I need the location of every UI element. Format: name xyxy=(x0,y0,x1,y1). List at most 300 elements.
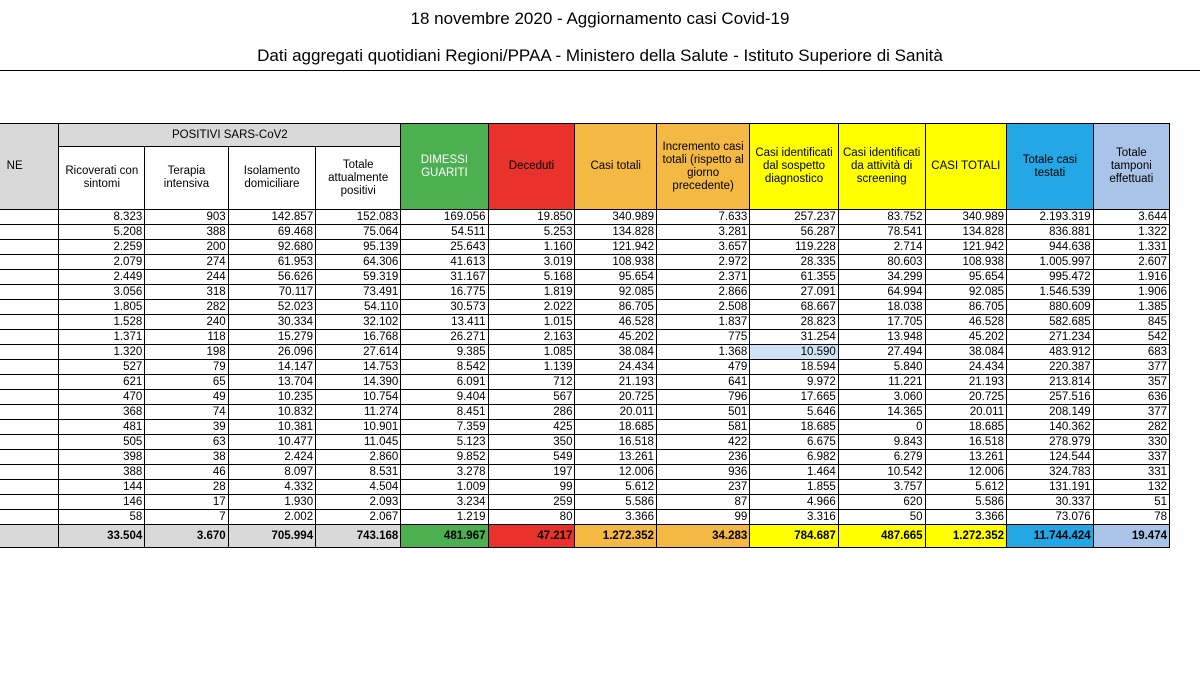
region-cell xyxy=(0,330,59,345)
footnote xyxy=(0,664,1200,675)
table-cell: 620 xyxy=(838,495,925,510)
terapia-header: Terapia intensiva xyxy=(145,147,228,210)
table-cell: 621 xyxy=(59,375,145,390)
table-cell: 80.603 xyxy=(838,255,925,270)
table-cell: 641 xyxy=(656,375,749,390)
table-row xyxy=(0,315,1170,330)
table-cell: 18.594 xyxy=(750,360,839,375)
table-cell: 8.097 xyxy=(228,465,315,480)
table-cell: 330 xyxy=(1093,435,1169,450)
table-row xyxy=(0,225,1170,240)
table-cell: 8.542 xyxy=(401,360,488,375)
page-subtitle: Dati aggregati quotidiani Regioni/PPAA - Ministero della Salute - Istituto Superiore di Sanità xyxy=(257,46,943,65)
table-cell: 73.491 xyxy=(316,285,401,300)
table-cell: 49 xyxy=(145,390,228,405)
table-cell: 3.056 xyxy=(59,285,145,300)
table-cell: 3.278 xyxy=(401,465,488,480)
table-cell: 8.323 xyxy=(59,210,145,225)
table-cell: 13.948 xyxy=(838,330,925,345)
table-cell: 32.102 xyxy=(316,315,401,330)
table-cell: 18.685 xyxy=(575,420,657,435)
table-cell: 14.390 xyxy=(316,375,401,390)
table-cell: 20.011 xyxy=(925,405,1007,420)
table-cell: 26.096 xyxy=(228,345,315,360)
table-cell: 1.916 xyxy=(1093,270,1169,285)
table-cell: 3.366 xyxy=(925,510,1007,525)
table-row xyxy=(0,450,1170,465)
table-cell: 18.685 xyxy=(925,420,1007,435)
table-cell: 73.076 xyxy=(1007,510,1094,525)
table-cell: 13.261 xyxy=(925,450,1007,465)
table-cell: 5.840 xyxy=(838,360,925,375)
table-cell: 28.823 xyxy=(750,315,839,330)
region-cell xyxy=(0,240,59,255)
table-cell: 324.783 xyxy=(1007,465,1094,480)
table-cell: 27.494 xyxy=(838,345,925,360)
table-cell: 1.219 xyxy=(401,510,488,525)
table-cell: 9.972 xyxy=(750,375,839,390)
table-cell: 9.843 xyxy=(838,435,925,450)
region-cell xyxy=(0,480,59,495)
total-row xyxy=(0,525,1170,548)
table-cell: 10.754 xyxy=(316,390,401,405)
table-cell: 59.319 xyxy=(316,270,401,285)
table-cell: 836.881 xyxy=(1007,225,1094,240)
table-row xyxy=(0,240,1170,255)
table-cell: 79 xyxy=(145,360,228,375)
table-cell: 282 xyxy=(145,300,228,315)
table-cell: 74 xyxy=(145,405,228,420)
table-cell: 15.279 xyxy=(228,330,315,345)
table-cell: 274 xyxy=(145,255,228,270)
table-cell: 2.079 xyxy=(59,255,145,270)
table-cell: 51 xyxy=(1093,495,1169,510)
table-cell: 6.279 xyxy=(838,450,925,465)
header-row-group xyxy=(0,124,1170,147)
table-cell: 3.366 xyxy=(575,510,657,525)
table-cell: 903 xyxy=(145,210,228,225)
table-cell: 24.434 xyxy=(575,360,657,375)
table-cell: 198 xyxy=(145,345,228,360)
total-cell: 705.994 xyxy=(228,525,315,548)
table-cell: 95.654 xyxy=(575,270,657,285)
table-cell: 21.193 xyxy=(925,375,1007,390)
table-row xyxy=(0,345,1170,360)
table-cell: 142.857 xyxy=(228,210,315,225)
table-cell: 1.139 xyxy=(488,360,575,375)
table-cell: 2.163 xyxy=(488,330,575,345)
table-cell: 11.274 xyxy=(316,405,401,420)
table-cell: 470 xyxy=(59,390,145,405)
table-cell: 1.528 xyxy=(59,315,145,330)
table-cell: 50 xyxy=(838,510,925,525)
table-cell: 20.725 xyxy=(575,390,657,405)
table-cell: 10.542 xyxy=(838,465,925,480)
table-cell: 1.805 xyxy=(59,300,145,315)
table-row xyxy=(0,510,1170,525)
table-cell: 45.202 xyxy=(925,330,1007,345)
table-cell: 1.009 xyxy=(401,480,488,495)
table-cell: 197 xyxy=(488,465,575,480)
table-cell: 83.752 xyxy=(838,210,925,225)
table-cell: 483.912 xyxy=(1007,345,1094,360)
table-cell: 108.938 xyxy=(575,255,657,270)
table-cell: 582.685 xyxy=(1007,315,1094,330)
isolamento-header: Isolamento domiciliare xyxy=(228,147,315,210)
table-cell: 146 xyxy=(59,495,145,510)
total-cell: 1.272.352 xyxy=(575,525,657,548)
table-cell: 54.110 xyxy=(316,300,401,315)
ricoverati-header: Ricoverati con sintomi xyxy=(59,147,145,210)
table-cell: 259 xyxy=(488,495,575,510)
table-cell: 9.404 xyxy=(401,390,488,405)
table-cell: 1.015 xyxy=(488,315,575,330)
table-cell: 41.613 xyxy=(401,255,488,270)
table-cell: 1.930 xyxy=(228,495,315,510)
table-cell: 340.989 xyxy=(575,210,657,225)
table-cell: 1.331 xyxy=(1093,240,1169,255)
table-cell: 5.253 xyxy=(488,225,575,240)
table-cell: 131.191 xyxy=(1007,480,1094,495)
table-cell: 61.953 xyxy=(228,255,315,270)
table-cell: 2.972 xyxy=(656,255,749,270)
table-cell: 1.085 xyxy=(488,345,575,360)
table-cell: 388 xyxy=(59,465,145,480)
table-cell: 14.147 xyxy=(228,360,315,375)
table-cell: 9.852 xyxy=(401,450,488,465)
table-cell: 3.060 xyxy=(838,390,925,405)
table-cell: 144 xyxy=(59,480,145,495)
table-cell: 87 xyxy=(656,495,749,510)
table-cell: 12.006 xyxy=(575,465,657,480)
table-cell: 65 xyxy=(145,375,228,390)
table-cell: 38 xyxy=(145,450,228,465)
deceduti-header: Deceduti xyxy=(488,124,575,210)
table-cell: 505 xyxy=(59,435,145,450)
table-cell: 350 xyxy=(488,435,575,450)
region-cell xyxy=(0,255,59,270)
table-cell: 13.261 xyxy=(575,450,657,465)
table-cell: 169.056 xyxy=(401,210,488,225)
table-cell: 18.685 xyxy=(750,420,839,435)
tamponi-header: Totale tamponi effettuati xyxy=(1093,124,1169,210)
table-cell: 1.368 xyxy=(656,345,749,360)
sospetto-header: Casi identificati dal sospetto diagnostico xyxy=(750,124,839,210)
table-cell: 10.901 xyxy=(316,420,401,435)
table-cell: 1.320 xyxy=(59,345,145,360)
table-cell: 46 xyxy=(145,465,228,480)
table-cell: 5.586 xyxy=(925,495,1007,510)
table-cell: 7.359 xyxy=(401,420,488,435)
table-cell: 936 xyxy=(656,465,749,480)
table-cell: 278.979 xyxy=(1007,435,1094,450)
table-cell: 28 xyxy=(145,480,228,495)
table-cell: 208.149 xyxy=(1007,405,1094,420)
region-cell xyxy=(0,345,59,360)
table-row xyxy=(0,285,1170,300)
region-cell xyxy=(0,360,59,375)
table-cell: 92.680 xyxy=(228,240,315,255)
totale-positivi-header: Totale attualmente positivi xyxy=(316,147,401,210)
table-cell: 99 xyxy=(656,510,749,525)
total-label xyxy=(0,525,59,548)
table-cell: 46.528 xyxy=(575,315,657,330)
table-cell: 880.609 xyxy=(1007,300,1094,315)
table-cell: 69.468 xyxy=(228,225,315,240)
table-cell: 282 xyxy=(1093,420,1169,435)
table-cell: 132 xyxy=(1093,480,1169,495)
casi-totali-caps-header: CASI TOTALI xyxy=(925,124,1007,210)
table-cell: 121.942 xyxy=(575,240,657,255)
table-cell: 152.083 xyxy=(316,210,401,225)
table-cell: 2.067 xyxy=(316,510,401,525)
table-cell: 377 xyxy=(1093,405,1169,420)
table-row xyxy=(0,420,1170,435)
table-row xyxy=(0,270,1170,285)
total-cell: 47.217 xyxy=(488,525,575,548)
region-cell xyxy=(0,420,59,435)
table-cell: 2.449 xyxy=(59,270,145,285)
table-cell: 775 xyxy=(656,330,749,345)
table-cell: 2.002 xyxy=(228,510,315,525)
table-cell: 16.518 xyxy=(575,435,657,450)
table-cell: 92.085 xyxy=(575,285,657,300)
table-cell: 5.208 xyxy=(59,225,145,240)
table-row xyxy=(0,495,1170,510)
table-cell: 119.228 xyxy=(750,240,839,255)
table-cell: 30.334 xyxy=(228,315,315,330)
table-cell: 1.819 xyxy=(488,285,575,300)
table-cell: 377 xyxy=(1093,360,1169,375)
table-cell: 27.091 xyxy=(750,285,839,300)
table-cell: 134.828 xyxy=(925,225,1007,240)
table-cell: 86.705 xyxy=(925,300,1007,315)
table-cell: 25.643 xyxy=(401,240,488,255)
table-cell: 236 xyxy=(656,450,749,465)
table-cell: 13.704 xyxy=(228,375,315,390)
table-row xyxy=(0,465,1170,480)
table-cell: 9.385 xyxy=(401,345,488,360)
table-cell: 542 xyxy=(1093,330,1169,345)
table-cell: 11.221 xyxy=(838,375,925,390)
table-cell: 1.464 xyxy=(750,465,839,480)
table-cell: 19.850 xyxy=(488,210,575,225)
table-cell: 1.371 xyxy=(59,330,145,345)
table-cell: 995.472 xyxy=(1007,270,1094,285)
table-cell: 2.093 xyxy=(316,495,401,510)
table-cell: 2.424 xyxy=(228,450,315,465)
table-cell: 10.832 xyxy=(228,405,315,420)
table-cell: 422 xyxy=(656,435,749,450)
table-cell: 244 xyxy=(145,270,228,285)
table-cell: 31.167 xyxy=(401,270,488,285)
table-cell: 3.281 xyxy=(656,225,749,240)
table-cell: 24.434 xyxy=(925,360,1007,375)
table-cell: 549 xyxy=(488,450,575,465)
table-cell: 1.322 xyxy=(1093,225,1169,240)
table-cell: 527 xyxy=(59,360,145,375)
table-cell: 4.504 xyxy=(316,480,401,495)
table-cell: 10.381 xyxy=(228,420,315,435)
table-cell: 34.299 xyxy=(838,270,925,285)
table-cell: 357 xyxy=(1093,375,1169,390)
table-cell: 20.725 xyxy=(925,390,1007,405)
total-cell: 33.504 xyxy=(59,525,145,548)
table-cell: 3.019 xyxy=(488,255,575,270)
region-cell xyxy=(0,465,59,480)
table-cell: 56.626 xyxy=(228,270,315,285)
table-cell: 31.254 xyxy=(750,330,839,345)
table-cell: 121.942 xyxy=(925,240,1007,255)
table-cell: 5.646 xyxy=(750,405,839,420)
table-cell: 237 xyxy=(656,480,749,495)
title-divider xyxy=(0,70,1200,71)
table-cell: 318 xyxy=(145,285,228,300)
table-cell: 11.045 xyxy=(316,435,401,450)
table-cell: 54.511 xyxy=(401,225,488,240)
table-cell: 16.768 xyxy=(316,330,401,345)
table-cell: 567 xyxy=(488,390,575,405)
positivi-group-header: POSITIVI SARS-CoV2 xyxy=(59,124,401,147)
table-cell: 398 xyxy=(59,450,145,465)
covid-data-table xyxy=(0,123,1170,548)
table-cell: 5.123 xyxy=(401,435,488,450)
table-row xyxy=(0,375,1170,390)
table-cell: 2.607 xyxy=(1093,255,1169,270)
table-cell: 1.855 xyxy=(750,480,839,495)
table-cell: 5.612 xyxy=(925,480,1007,495)
table-cell: 56.287 xyxy=(750,225,839,240)
table-cell: 331 xyxy=(1093,465,1169,480)
total-cell: 19.474 xyxy=(1093,525,1169,548)
table-cell: 118 xyxy=(145,330,228,345)
table-cell: 14.365 xyxy=(838,405,925,420)
region-cell xyxy=(0,510,59,525)
table-cell: 17.665 xyxy=(750,390,839,405)
table-cell: 0 xyxy=(838,420,925,435)
table-cell: 10.235 xyxy=(228,390,315,405)
table-cell: 1.160 xyxy=(488,240,575,255)
table-cell: 108.938 xyxy=(925,255,1007,270)
table-cell: 2.022 xyxy=(488,300,575,315)
table-cell: 64.306 xyxy=(316,255,401,270)
table-cell: 134.828 xyxy=(575,225,657,240)
table-cell: 30.337 xyxy=(1007,495,1094,510)
table-cell: 796 xyxy=(656,390,749,405)
table-cell: 140.362 xyxy=(1007,420,1094,435)
table-cell: 8.531 xyxy=(316,465,401,480)
page-title: 18 novembre 2020 - Aggiornamento casi Covid-19 xyxy=(410,9,790,28)
table-cell: 17 xyxy=(145,495,228,510)
table-cell: 12.006 xyxy=(925,465,1007,480)
casi-totali-header: Casi totali xyxy=(575,124,657,210)
total-cell: 34.283 xyxy=(656,525,749,548)
table-cell: 21.193 xyxy=(575,375,657,390)
table-row xyxy=(0,210,1170,225)
total-cell: 743.168 xyxy=(316,525,401,548)
screening-header: Casi identificati da attività di screening xyxy=(838,124,925,210)
table-cell: 38.084 xyxy=(575,345,657,360)
table-cell: 213.814 xyxy=(1007,375,1094,390)
table-cell: 13.411 xyxy=(401,315,488,330)
table-cell: 20.011 xyxy=(575,405,657,420)
total-cell: 481.967 xyxy=(401,525,488,548)
table-cell: 581 xyxy=(656,420,749,435)
table-cell: 95.654 xyxy=(925,270,1007,285)
table-cell: 10.590 xyxy=(750,345,839,360)
total-cell: 487.665 xyxy=(838,525,925,548)
total-cell: 1.272.352 xyxy=(925,525,1007,548)
table-cell: 6.982 xyxy=(750,450,839,465)
table-cell: 61.355 xyxy=(750,270,839,285)
table-cell: 14.753 xyxy=(316,360,401,375)
region-cell xyxy=(0,300,59,315)
table-cell: 340.989 xyxy=(925,210,1007,225)
table-cell: 3.234 xyxy=(401,495,488,510)
table-cell: 683 xyxy=(1093,345,1169,360)
table-cell: 95.139 xyxy=(316,240,401,255)
table-cell: 78 xyxy=(1093,510,1169,525)
table-cell: 16.518 xyxy=(925,435,1007,450)
region-cell xyxy=(0,375,59,390)
table-cell: 5.586 xyxy=(575,495,657,510)
incremento-header: Incremento casi totali (rispetto al giorno precedente) xyxy=(656,124,749,210)
table-cell: 3.657 xyxy=(656,240,749,255)
region-cell xyxy=(0,435,59,450)
table-cell: 388 xyxy=(145,225,228,240)
table-cell: 1.546.539 xyxy=(1007,285,1094,300)
region-cell xyxy=(0,405,59,420)
table-cell: 28.335 xyxy=(750,255,839,270)
region-cell xyxy=(0,315,59,330)
table-cell: 7.633 xyxy=(656,210,749,225)
table-cell: 39 xyxy=(145,420,228,435)
table-cell: 75.064 xyxy=(316,225,401,240)
table-row xyxy=(0,405,1170,420)
table-cell: 2.866 xyxy=(656,285,749,300)
table-cell: 479 xyxy=(656,360,749,375)
table-cell: 368 xyxy=(59,405,145,420)
table-cell: 8.451 xyxy=(401,405,488,420)
table-cell: 38.084 xyxy=(925,345,1007,360)
table-cell: 1.906 xyxy=(1093,285,1169,300)
table-cell: 2.860 xyxy=(316,450,401,465)
table-cell: 18.038 xyxy=(838,300,925,315)
table-cell: 78.541 xyxy=(838,225,925,240)
table-cell: 80 xyxy=(488,510,575,525)
table-cell: 337 xyxy=(1093,450,1169,465)
table-cell: 2.371 xyxy=(656,270,749,285)
table-row xyxy=(0,300,1170,315)
dimessi-header: DIMESSI GUARITI xyxy=(401,124,488,210)
table-cell: 5.612 xyxy=(575,480,657,495)
table-cell: 200 xyxy=(145,240,228,255)
table-row xyxy=(0,255,1170,270)
table-cell: 712 xyxy=(488,375,575,390)
table-cell: 52.023 xyxy=(228,300,315,315)
table-cell: 70.117 xyxy=(228,285,315,300)
table-cell: 68.667 xyxy=(750,300,839,315)
table-cell: 86.705 xyxy=(575,300,657,315)
table-cell: 17.705 xyxy=(838,315,925,330)
region-cell xyxy=(0,225,59,240)
region-cell xyxy=(0,285,59,300)
total-cell: 11.744.424 xyxy=(1007,525,1094,548)
table-cell: 845 xyxy=(1093,315,1169,330)
table-cell: 1.385 xyxy=(1093,300,1169,315)
region-header: NE xyxy=(0,124,59,210)
table-cell: 3.757 xyxy=(838,480,925,495)
